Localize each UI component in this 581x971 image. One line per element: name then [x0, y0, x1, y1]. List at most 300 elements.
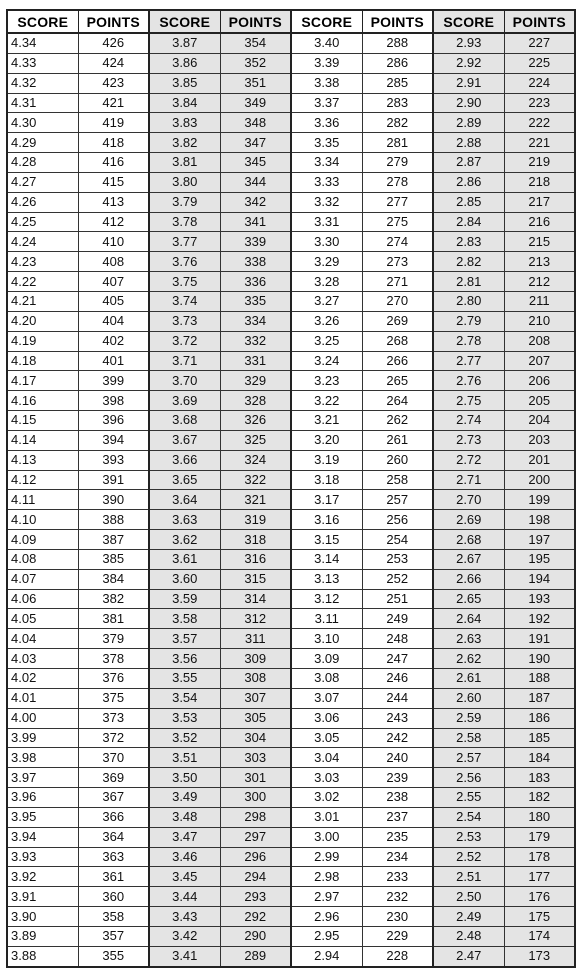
header-points-3: POINTS [362, 10, 433, 33]
table-row [7, 589, 575, 609]
points-cell-1: 396 [78, 411, 149, 431]
score-cell-2: 3.48 [149, 807, 220, 827]
points-cell-3: 261 [362, 430, 433, 450]
score-cell-3: 3.26 [291, 311, 362, 331]
score-cell-4: 2.54 [433, 807, 504, 827]
score-cell-1: 3.91 [7, 887, 78, 907]
score-cell-1: 4.00 [7, 708, 78, 728]
score-cell-2: 3.50 [149, 768, 220, 788]
points-cell-2: 324 [220, 450, 291, 470]
score-cell-2: 3.58 [149, 609, 220, 629]
points-cell-4: 193 [504, 589, 575, 609]
table-row [7, 113, 575, 133]
table-row [7, 708, 575, 728]
points-cell-1: 388 [78, 510, 149, 530]
points-cell-4: 191 [504, 629, 575, 649]
score-cell-2: 3.78 [149, 212, 220, 232]
points-cell-3: 252 [362, 569, 433, 589]
score-cell-3: 3.05 [291, 728, 362, 748]
table-row [7, 867, 575, 887]
points-cell-1: 424 [78, 53, 149, 73]
points-cell-3: 265 [362, 371, 433, 391]
score-cell-2: 3.49 [149, 788, 220, 808]
score-cell-3: 3.35 [291, 133, 362, 153]
score-cell-2: 3.84 [149, 93, 220, 113]
table-row [7, 490, 575, 510]
table-row [7, 133, 575, 153]
score-cell-4: 2.51 [433, 867, 504, 887]
points-cell-1: 413 [78, 192, 149, 212]
points-cell-4: 184 [504, 748, 575, 768]
score-cell-3: 3.39 [291, 53, 362, 73]
points-cell-3: 266 [362, 351, 433, 371]
score-cell-2: 3.85 [149, 73, 220, 93]
score-cell-4: 2.65 [433, 589, 504, 609]
score-cell-4: 2.81 [433, 272, 504, 292]
score-cell-1: 4.29 [7, 133, 78, 153]
points-cell-1: 381 [78, 609, 149, 629]
score-cell-1: 4.34 [7, 33, 78, 53]
points-cell-3: 228 [362, 946, 433, 966]
score-cell-3: 3.16 [291, 510, 362, 530]
score-cell-1: 4.21 [7, 291, 78, 311]
table-row [7, 291, 575, 311]
score-cell-4: 2.84 [433, 212, 504, 232]
points-cell-1: 402 [78, 331, 149, 351]
table-row [7, 887, 575, 907]
points-cell-1: 378 [78, 649, 149, 669]
table-row [7, 53, 575, 73]
score-cell-1: 4.13 [7, 450, 78, 470]
score-cell-3: 3.11 [291, 609, 362, 629]
score-cell-3: 3.34 [291, 153, 362, 173]
header-score-2: SCORE [149, 10, 220, 33]
score-cell-1: 4.05 [7, 609, 78, 629]
score-cell-2: 3.71 [149, 351, 220, 371]
score-cell-3: 3.08 [291, 669, 362, 689]
score-cell-4: 2.60 [433, 688, 504, 708]
points-cell-2: 348 [220, 113, 291, 133]
table-row [7, 847, 575, 867]
points-cell-4: 219 [504, 153, 575, 173]
score-cell-2: 3.67 [149, 430, 220, 450]
points-cell-4: 227 [504, 33, 575, 53]
score-cell-2: 3.46 [149, 847, 220, 867]
points-cell-2: 307 [220, 688, 291, 708]
score-cell-2: 3.44 [149, 887, 220, 907]
points-cell-4: 212 [504, 272, 575, 292]
header-score-3: SCORE [291, 10, 362, 33]
score-cell-1: 3.98 [7, 748, 78, 768]
points-cell-2: 303 [220, 748, 291, 768]
score-cell-3: 3.15 [291, 530, 362, 550]
score-cell-3: 3.30 [291, 232, 362, 252]
score-cell-4: 2.86 [433, 172, 504, 192]
points-cell-2: 290 [220, 926, 291, 946]
score-cell-2: 3.52 [149, 728, 220, 748]
points-cell-4: 174 [504, 926, 575, 946]
points-cell-3: 282 [362, 113, 433, 133]
score-cell-1: 4.33 [7, 53, 78, 73]
score-cell-1: 4.03 [7, 649, 78, 669]
score-cell-3: 3.22 [291, 391, 362, 411]
score-cell-1: 4.25 [7, 212, 78, 232]
score-cell-2: 3.47 [149, 827, 220, 847]
score-cell-3: 3.18 [291, 470, 362, 490]
points-cell-2: 315 [220, 569, 291, 589]
score-cell-4: 2.90 [433, 93, 504, 113]
table-row [7, 153, 575, 173]
points-cell-3: 274 [362, 232, 433, 252]
points-cell-2: 351 [220, 73, 291, 93]
points-cell-3: 260 [362, 450, 433, 470]
table-row [7, 470, 575, 490]
score-cell-2: 3.57 [149, 629, 220, 649]
score-cell-3: 3.01 [291, 807, 362, 827]
points-cell-2: 325 [220, 430, 291, 450]
points-cell-1: 366 [78, 807, 149, 827]
table-row [7, 450, 575, 470]
points-cell-2: 319 [220, 510, 291, 530]
score-cell-2: 3.62 [149, 530, 220, 550]
points-cell-1: 358 [78, 907, 149, 927]
points-cell-3: 288 [362, 33, 433, 53]
points-cell-4: 177 [504, 867, 575, 887]
points-cell-3: 244 [362, 688, 433, 708]
points-cell-2: 304 [220, 728, 291, 748]
points-cell-1: 416 [78, 153, 149, 173]
points-cell-1: 426 [78, 33, 149, 53]
points-cell-4: 210 [504, 311, 575, 331]
table-row [7, 232, 575, 252]
points-cell-3: 269 [362, 311, 433, 331]
score-cell-4: 2.89 [433, 113, 504, 133]
score-cell-2: 3.79 [149, 192, 220, 212]
score-points-table [6, 9, 576, 968]
score-cell-4: 2.73 [433, 430, 504, 450]
points-cell-3: 281 [362, 133, 433, 153]
score-cell-1: 4.23 [7, 252, 78, 272]
score-cell-4: 2.85 [433, 192, 504, 212]
points-cell-3: 230 [362, 907, 433, 927]
points-cell-4: 207 [504, 351, 575, 371]
table-row [7, 33, 575, 53]
score-cell-4: 2.75 [433, 391, 504, 411]
score-cell-3: 3.38 [291, 73, 362, 93]
score-cell-3: 2.99 [291, 847, 362, 867]
score-cell-4: 2.87 [433, 153, 504, 173]
score-cell-4: 2.83 [433, 232, 504, 252]
score-cell-4: 2.49 [433, 907, 504, 927]
score-cell-3: 3.33 [291, 172, 362, 192]
score-cell-3: 3.19 [291, 450, 362, 470]
points-cell-3: 240 [362, 748, 433, 768]
points-cell-2: 336 [220, 272, 291, 292]
points-cell-1: 418 [78, 133, 149, 153]
table-row [7, 827, 575, 847]
points-cell-1: 376 [78, 669, 149, 689]
score-cell-2: 3.87 [149, 33, 220, 53]
table-row [7, 569, 575, 589]
score-cell-4: 2.80 [433, 291, 504, 311]
points-cell-4: 183 [504, 768, 575, 788]
table-header [7, 10, 575, 33]
score-cell-2: 3.64 [149, 490, 220, 510]
points-cell-1: 360 [78, 887, 149, 907]
points-cell-3: 256 [362, 510, 433, 530]
table-row [7, 311, 575, 331]
points-cell-4: 187 [504, 688, 575, 708]
points-cell-4: 215 [504, 232, 575, 252]
points-cell-3: 254 [362, 530, 433, 550]
points-cell-1: 372 [78, 728, 149, 748]
score-cell-4: 2.91 [433, 73, 504, 93]
points-cell-2: 342 [220, 192, 291, 212]
score-cell-1: 4.32 [7, 73, 78, 93]
points-cell-3: 249 [362, 609, 433, 629]
score-cell-2: 3.65 [149, 470, 220, 490]
points-cell-1: 379 [78, 629, 149, 649]
table-body [7, 33, 575, 967]
points-cell-4: 218 [504, 172, 575, 192]
score-cell-3: 3.10 [291, 629, 362, 649]
score-cell-1: 4.06 [7, 589, 78, 609]
points-cell-1: 382 [78, 589, 149, 609]
points-cell-2: 331 [220, 351, 291, 371]
score-cell-1: 4.20 [7, 311, 78, 331]
score-cell-3: 3.36 [291, 113, 362, 133]
score-cell-1: 4.31 [7, 93, 78, 113]
table-row [7, 688, 575, 708]
points-cell-2: 339 [220, 232, 291, 252]
points-cell-1: 394 [78, 430, 149, 450]
points-cell-3: 264 [362, 391, 433, 411]
score-cell-1: 4.27 [7, 172, 78, 192]
score-cell-4: 2.74 [433, 411, 504, 431]
score-cell-3: 3.28 [291, 272, 362, 292]
points-cell-2: 296 [220, 847, 291, 867]
points-cell-2: 334 [220, 311, 291, 331]
score-cell-4: 2.79 [433, 311, 504, 331]
score-cell-1: 4.11 [7, 490, 78, 510]
points-cell-4: 176 [504, 887, 575, 907]
header-score-4: SCORE [433, 10, 504, 33]
points-cell-2: 298 [220, 807, 291, 827]
points-cell-4: 206 [504, 371, 575, 391]
score-cell-1: 3.96 [7, 788, 78, 808]
points-cell-2: 326 [220, 411, 291, 431]
points-cell-1: 391 [78, 470, 149, 490]
score-cell-1: 4.08 [7, 549, 78, 569]
table-row [7, 530, 575, 550]
points-cell-2: 345 [220, 153, 291, 173]
points-cell-1: 390 [78, 490, 149, 510]
table-row [7, 748, 575, 768]
points-cell-1: 410 [78, 232, 149, 252]
points-cell-4: 223 [504, 93, 575, 113]
table-row [7, 371, 575, 391]
points-cell-3: 251 [362, 589, 433, 609]
points-cell-2: 289 [220, 946, 291, 966]
score-cell-1: 4.12 [7, 470, 78, 490]
points-cell-3: 277 [362, 192, 433, 212]
score-cell-3: 3.03 [291, 768, 362, 788]
score-cell-4: 2.92 [433, 53, 504, 73]
points-cell-4: 173 [504, 946, 575, 966]
points-cell-4: 199 [504, 490, 575, 510]
score-cell-1: 4.07 [7, 569, 78, 589]
score-cell-2: 3.72 [149, 331, 220, 351]
points-cell-4: 204 [504, 411, 575, 431]
table-row [7, 430, 575, 450]
points-cell-2: 311 [220, 629, 291, 649]
points-cell-1: 367 [78, 788, 149, 808]
score-cell-4: 2.70 [433, 490, 504, 510]
score-cell-3: 3.25 [291, 331, 362, 351]
points-cell-3: 285 [362, 73, 433, 93]
score-cell-4: 2.62 [433, 649, 504, 669]
points-cell-1: 412 [78, 212, 149, 232]
points-cell-4: 179 [504, 827, 575, 847]
points-cell-3: 271 [362, 272, 433, 292]
score-cell-1: 3.97 [7, 768, 78, 788]
points-cell-4: 180 [504, 807, 575, 827]
points-cell-3: 279 [362, 153, 433, 173]
score-cell-2: 3.68 [149, 411, 220, 431]
table-row [7, 212, 575, 232]
score-cell-4: 2.59 [433, 708, 504, 728]
points-cell-4: 198 [504, 510, 575, 530]
table-row [7, 807, 575, 827]
points-cell-1: 415 [78, 172, 149, 192]
points-cell-3: 268 [362, 331, 433, 351]
points-cell-2: 341 [220, 212, 291, 232]
points-cell-2: 318 [220, 530, 291, 550]
score-cell-2: 3.83 [149, 113, 220, 133]
score-cell-3: 3.07 [291, 688, 362, 708]
score-cell-1: 4.02 [7, 669, 78, 689]
points-cell-1: 373 [78, 708, 149, 728]
points-cell-3: 247 [362, 649, 433, 669]
points-cell-4: 205 [504, 391, 575, 411]
table-row [7, 549, 575, 569]
points-cell-2: 321 [220, 490, 291, 510]
points-cell-4: 225 [504, 53, 575, 73]
score-cell-2: 3.41 [149, 946, 220, 966]
score-cell-3: 3.37 [291, 93, 362, 113]
score-cell-3: 3.06 [291, 708, 362, 728]
score-cell-1: 4.04 [7, 629, 78, 649]
score-cell-2: 3.51 [149, 748, 220, 768]
score-cell-1: 4.22 [7, 272, 78, 292]
table-row [7, 252, 575, 272]
score-cell-4: 2.67 [433, 549, 504, 569]
score-cell-1: 3.90 [7, 907, 78, 927]
points-cell-3: 257 [362, 490, 433, 510]
score-cell-4: 2.50 [433, 887, 504, 907]
score-cell-4: 2.61 [433, 669, 504, 689]
points-cell-4: 192 [504, 609, 575, 629]
score-cell-1: 3.93 [7, 847, 78, 867]
points-cell-2: 305 [220, 708, 291, 728]
points-cell-3: 246 [362, 669, 433, 689]
points-cell-4: 216 [504, 212, 575, 232]
points-cell-3: 238 [362, 788, 433, 808]
score-cell-3: 3.13 [291, 569, 362, 589]
points-cell-1: 407 [78, 272, 149, 292]
points-cell-4: 188 [504, 669, 575, 689]
score-cell-3: 2.98 [291, 867, 362, 887]
score-cell-2: 3.77 [149, 232, 220, 252]
score-cell-4: 2.64 [433, 609, 504, 629]
score-cell-3: 3.40 [291, 33, 362, 53]
points-cell-1: 385 [78, 549, 149, 569]
score-cell-4: 2.72 [433, 450, 504, 470]
score-cell-4: 2.77 [433, 351, 504, 371]
score-cell-2: 3.73 [149, 311, 220, 331]
header-points-1: POINTS [78, 10, 149, 33]
score-cell-1: 4.01 [7, 688, 78, 708]
table-row [7, 272, 575, 292]
score-cell-2: 3.69 [149, 391, 220, 411]
points-cell-1: 408 [78, 252, 149, 272]
points-cell-1: 401 [78, 351, 149, 371]
score-cell-4: 2.76 [433, 371, 504, 391]
score-cell-1: 4.26 [7, 192, 78, 212]
points-cell-3: 283 [362, 93, 433, 113]
score-cell-4: 2.68 [433, 530, 504, 550]
points-cell-4: 195 [504, 549, 575, 569]
points-cell-3: 286 [362, 53, 433, 73]
score-cell-2: 3.61 [149, 549, 220, 569]
points-cell-1: 370 [78, 748, 149, 768]
score-cell-1: 4.18 [7, 351, 78, 371]
score-cell-4: 2.93 [433, 33, 504, 53]
points-cell-4: 178 [504, 847, 575, 867]
header-score-1: SCORE [7, 10, 78, 33]
points-cell-2: 338 [220, 252, 291, 272]
table-row [7, 510, 575, 530]
score-cell-2: 3.66 [149, 450, 220, 470]
points-cell-1: 384 [78, 569, 149, 589]
score-cell-3: 3.14 [291, 549, 362, 569]
points-cell-1: 419 [78, 113, 149, 133]
points-cell-2: 293 [220, 887, 291, 907]
score-cell-2: 3.45 [149, 867, 220, 887]
points-cell-1: 355 [78, 946, 149, 966]
score-cell-2: 3.81 [149, 153, 220, 173]
score-cell-1: 4.14 [7, 430, 78, 450]
header-points-2: POINTS [220, 10, 291, 33]
points-cell-3: 229 [362, 926, 433, 946]
score-cell-2: 3.60 [149, 569, 220, 589]
points-cell-1: 423 [78, 73, 149, 93]
points-cell-1: 361 [78, 867, 149, 887]
score-cell-3: 3.09 [291, 649, 362, 669]
points-cell-1: 387 [78, 530, 149, 550]
points-cell-4: 203 [504, 430, 575, 450]
table-row [7, 391, 575, 411]
points-cell-2: 329 [220, 371, 291, 391]
points-cell-1: 363 [78, 847, 149, 867]
score-cell-2: 3.74 [149, 291, 220, 311]
points-cell-2: 332 [220, 331, 291, 351]
points-cell-1: 393 [78, 450, 149, 470]
table-row [7, 669, 575, 689]
score-cell-2: 3.55 [149, 669, 220, 689]
points-cell-1: 421 [78, 93, 149, 113]
points-cell-2: 335 [220, 291, 291, 311]
